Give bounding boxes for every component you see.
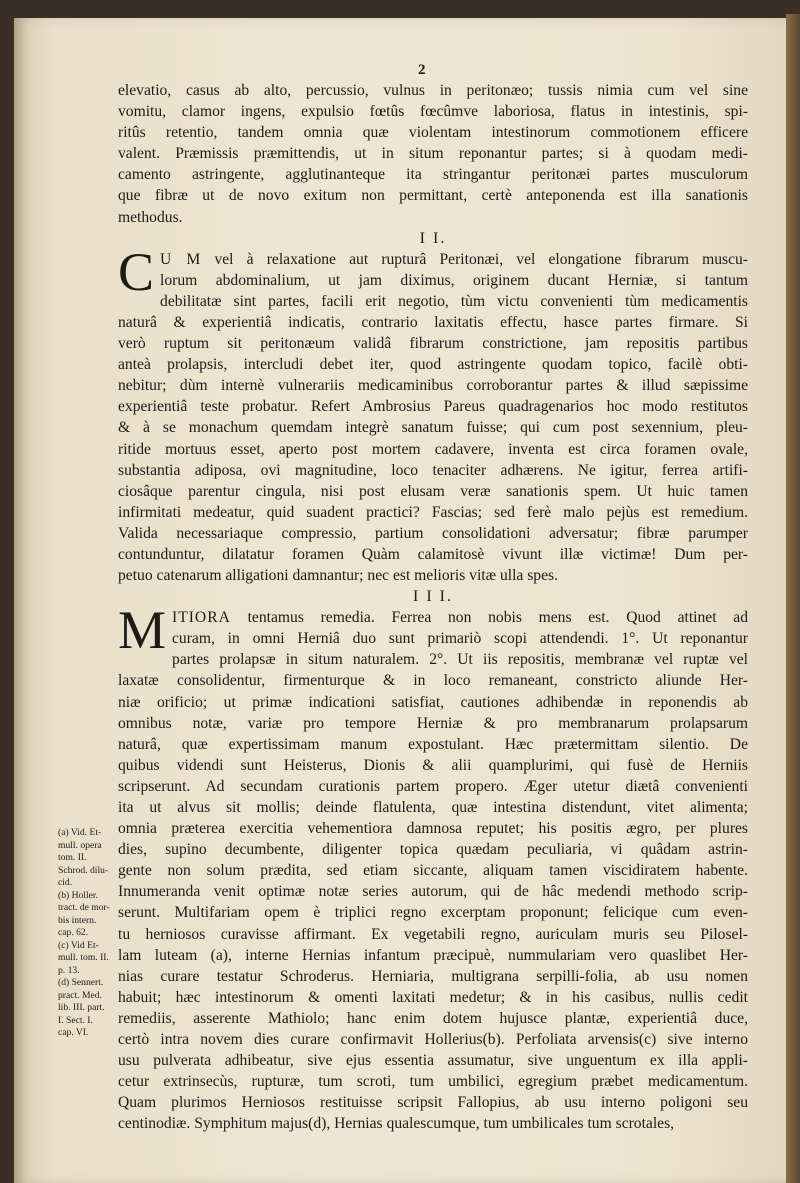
text-line: Quam plurimos Herniosos restituisse scripsit Fallopius, ab usu interno poligoni seu (118, 1094, 748, 1112)
text-line: lam luteam (a), interne Hernias infantum præcipuè, nummulariam vero quaslibet Her- (118, 946, 748, 964)
margin-note-line: mull. opera (58, 839, 102, 851)
line-text: tentamus remedia. Ferrea non nobis mens est. Quod attinet ad (230, 609, 748, 627)
margin-note-line: cap. 62. (58, 927, 89, 938)
section-3 (118, 600, 748, 1134)
text-line: ritûs retentio, tandem omnia quæ violentam intestinorum commotionem efficere (118, 124, 748, 142)
text-line: cetur extrinsecùs, rupturæ, tum scroti, tum umbilici, egregium præbet medicamentum. (118, 1073, 748, 1091)
margin-note-line: (b) Holler. (58, 889, 98, 901)
margin-note-line: (c) Vid Et- (58, 939, 99, 951)
margin-note-line: tract. de mor- (58, 902, 110, 913)
text-line: gente non solum prædita, sed etiam siccante, aliquam tamen viscidiratem habente. (118, 862, 748, 880)
margin-note-line: bis intern. (58, 914, 97, 926)
text-line: ciosâque parentur cingula, nisi post elusam veræ sanationis spem. Ut huic tamen (118, 482, 748, 500)
text-line: lorum abdominalium, ut jam diximus, originem ducant Herniæ, si tantum (160, 271, 748, 289)
section-2 (118, 241, 748, 587)
text-line: nias curare testatur Schroderus. Herniaria, multigrana serpilli-folia, ab usu nomen (118, 967, 748, 985)
text-line: ita ut alvus sit mollis; deinde flatulenta, quæ intestina distendunt, vitet alimenta; (118, 799, 748, 816)
drop-cap-2: C (118, 241, 155, 302)
text-line: anteà prolapsis, intercludi debet iter, quod astringente quodam topico, facilè obti- (118, 356, 748, 374)
page-number: 2 (418, 62, 426, 78)
line-text: vel à relaxatione aut rupturâ Peritonæi, vel elongatione fibrarum muscu- (201, 250, 748, 268)
text-line: que fibræ ut de novo exitum non permittant, certè anteponenda est illa sanationis (118, 187, 748, 205)
text-line: experientiâ teste probatur. Refert Ambrosius Pareus quadragenarios hoc modo restitutos (118, 398, 748, 416)
section-heading-2: I I. (419, 229, 447, 247)
margin-note-line: I. Sect. I. (58, 1014, 93, 1026)
margin-note-line: pract. Med. (58, 989, 102, 1001)
text-line: vomitu, clamor ingens, expulsio fœtûs fœcûmve laboriosa, flatus in intestinis, spi- (118, 103, 748, 121)
text-line: naturâ & experientiâ indicatis, contrario laxitatis effectu, hasce partes firmare. Si (118, 313, 748, 331)
text-line: verò ruptum sit peritonæum validâ fibrarum constrictione, jam repositis partibus (118, 335, 748, 353)
drop-cap-3: M (118, 600, 167, 661)
margin-note-line: (d) Sennert. (58, 977, 104, 988)
margin-note-line: cap. VI. (58, 1027, 89, 1038)
text-line: substantia adiposa, ovi magnitudine, loco tenaciter adhærens. Ne igitur, ferrea artifi- (118, 461, 748, 479)
text-line: serunt. Multifariam opem è triplici regno excerptam proponunt; felicique cum even- (118, 904, 748, 922)
text-line: nebitur; dùm internè vulnerariis medicaminibus corroborantur partes & illud sæpissime (118, 377, 748, 395)
text-line: debilitatæ sint partes, facili erit negotio, tùm victu convenienti tùm medicamentis (160, 292, 748, 310)
text-line: quibus videndi sunt Heisterus, Dionis & alii quamplurimi, qui fusè de Herniis (118, 756, 748, 774)
margin-note-line: tom. II. (58, 852, 87, 863)
text-line: curam, in omni Herniâ duo sunt primariò scopi attendendi. 1°. Ut reponantur (172, 630, 748, 648)
text-line: valent. Præmissis præmittendis, ut in situm reponantur partes; si à quodam medi- (118, 145, 748, 163)
margin-note-line: p. 13. (58, 964, 80, 976)
text-line: omnia præterea exercitia vehementiora damnosa reputet; his positis ægro, per plures (118, 820, 748, 838)
text-line: naturâ, quæ expertissimam manum expostulant. Hæc prætermittam silentio. De (118, 735, 748, 753)
section-heading-3: I I I. (413, 588, 453, 606)
text-line: dies, supino decumbente, diligenter topica quædam peculiaria, vi quâdam astrin- (118, 841, 748, 859)
text-line: habuit; hæc intestinorum & omenti laxitati medetur; & in his casibus, nullis cedit (118, 988, 748, 1006)
text-line: laxatæ consolidentur, firmenturque & in loco remaneant, constricto aliunde Her- (118, 672, 748, 690)
text-line: Innumeranda venit optimæ notæ series autorum, qui de hâc medendi methodo scrip- (118, 883, 748, 901)
text-line: elevatio, casus ab alto, percussio, vulnus in peritonæo; tussis nimia cum vel sine (118, 82, 748, 99)
text-line: & à se monachum quemdam integrè sanatum fuisse; qui cum post sexennium, pleu- (118, 419, 748, 437)
text-line: scripserunt. Ad secundam curationis partem propero. Æger utetur diætâ convenienti (118, 777, 748, 795)
paragraph-1 (118, 80, 748, 228)
text-line: ritide mortuus esset, aperto post mortem cadavere, inventa est circa foramen ovale, (118, 440, 748, 458)
text-line: niæ orificio; ut primæ indicationi satisfiat, cautiones adhibendæ in reponendis ab (118, 693, 748, 711)
margin-note-line: cid. (58, 877, 73, 888)
body-text (118, 80, 748, 1135)
text-line: remediis, asserente Mathiolo; hanc enim dotem hujusce plantæ, experientiâ duce, (118, 1009, 748, 1027)
margin-note-line: Schrod. dilu- (58, 864, 109, 876)
first-word: U M (160, 250, 202, 268)
margin-note-line: (a) Vid. Et- (58, 827, 102, 838)
text-line: partes prolapsæ in situm naturalem. 2°. Ut iis repositis, membranæ vel ruptæ vel (172, 651, 748, 669)
margin-note-line: mull. tom. II. (58, 952, 109, 963)
text-line: Valida necessariaque compressio, partium consolidationi adversatur; fibræ parumper (118, 524, 748, 542)
text-line: methodus. (118, 208, 183, 226)
margin-notes (58, 827, 114, 1040)
text-line: certò intra novem dies curare confirmavit Hollerius(b). Perfoliata arvensis(c) sive interno (118, 1031, 748, 1049)
text-line: centinodiæ. Symphitum majus(d), Hernias qualescumque, tum umbilicales tum scrotales, (118, 1115, 675, 1133)
text-line: omnibus notæ, variæ pro tempore Herniæ & pro membranarum prolapsarum (118, 714, 748, 732)
text-line: usu pulverata adhibeatur, sive ejus essentia assumatur, sive unguentum ex illa appli- (118, 1052, 748, 1070)
text-line: infirmitati medeatur, quid suadent practici? Fascias; sed ferè malo pejùs est remedium. (118, 503, 748, 521)
text-line: camento astringente, agglutinanteque ita stringantur peritonæi partes musculorum (118, 166, 748, 184)
text-line: petuo catenarum alligationi damnantur; nec est melioris vitæ ulla spes. (118, 567, 558, 585)
text-line: contunduntur, dilatatur foramen Quàm calamitosè vivunt illæ victimæ! Dum per- (118, 545, 748, 563)
text-line (118, 249, 748, 270)
margin-note-line: lib. III. part. (58, 1002, 105, 1013)
first-word: ITIORA (172, 609, 231, 627)
text-line: tu herniosos curavisse affirmant. Ex vegetabili regno, auriculam muris seu Pilosel- (118, 925, 748, 943)
book-edge (786, 14, 800, 1183)
text-line (118, 607, 748, 628)
